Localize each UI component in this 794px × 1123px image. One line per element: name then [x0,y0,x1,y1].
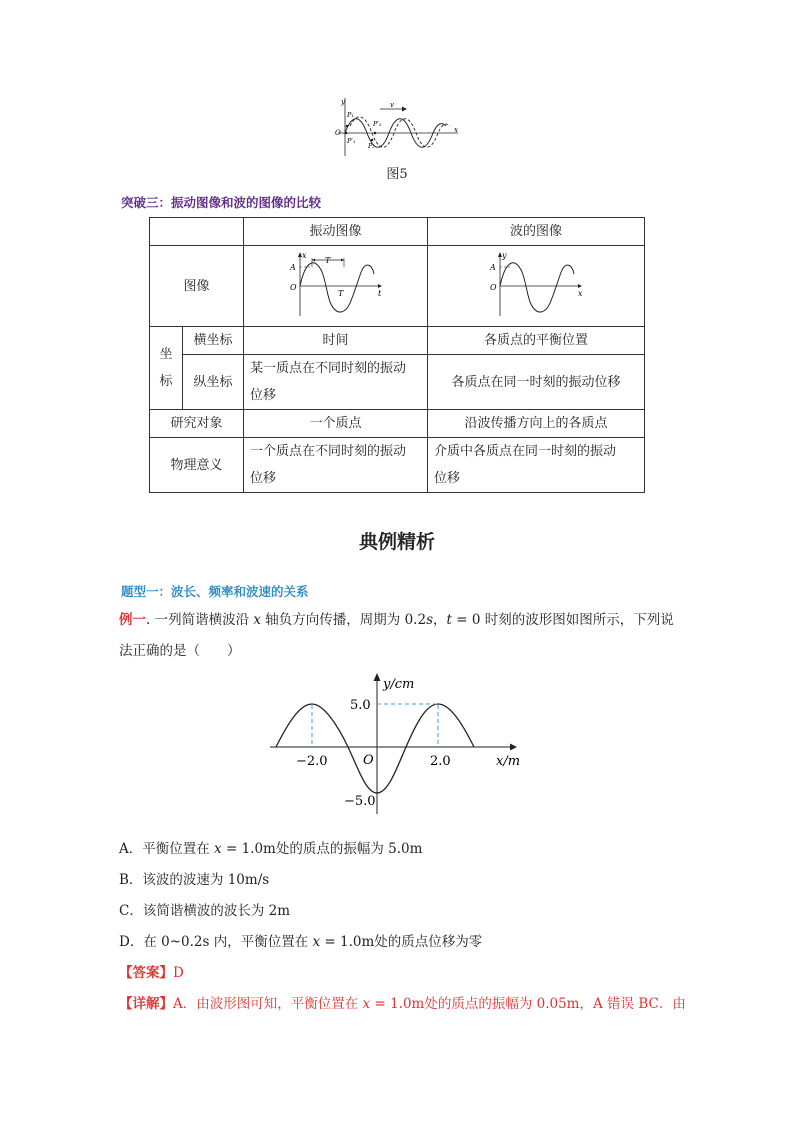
figure5-point-p1-prime [345,132,348,135]
vib-period-arrow-left [312,259,315,262]
vib-amplitude-label: A [289,263,296,272]
detail-text-a: A．由波形图可知，平衡位置在 [173,996,363,1012]
table-vertical-vibration [244,355,428,410]
table-label-horizontal: 横坐标 [183,327,244,355]
option-b [119,868,269,888]
answer-line [119,961,184,981]
detail-text-b: = 1.0m处的质点的振幅为 0.05m，A 错误 BC．由 [370,996,686,1012]
fig-origin: O [363,753,374,768]
figure5-caption: 图5 [386,167,408,182]
option-c [119,899,290,919]
fig-x-pos: 2.0 [430,754,451,769]
vib-period-arrow-right [341,259,344,262]
vib-t-arrow [378,284,382,288]
example-var-x: x [253,612,261,628]
answer-value: D [173,965,184,981]
table-header-wave: 波的图像 [428,218,645,246]
wave-amplitude-label: A [490,263,496,272]
option-a [119,837,422,857]
table-corner-cell [150,218,244,246]
table-cell-vibration-graph [244,246,428,327]
option-a-var: x [214,841,222,857]
vib-T-label: T [337,289,343,298]
section-title: 典例精析 [358,531,435,553]
table-horizontal-wave: 各质点的平衡位置 [428,327,645,355]
vertical-vibration-line2: 位移 [250,388,277,403]
vib-curve [300,263,374,312]
vib-x-label: x [301,251,307,260]
figure5-p2: P₂ [368,142,375,150]
option-d-post: = 1.0m处的质点位移为零 [320,934,483,950]
example-text-a: . 一列简谐横波沿 [146,612,254,628]
meaning-vibration-line2: 位移 [250,471,277,486]
table-object-vibration: 一个质点 [244,410,428,438]
figure5-point-p2-prime [374,132,377,135]
table-object-wave: 沿波传播方向上的各质点 [428,410,645,438]
detail-label: 【详解】 [119,996,173,1012]
table-label-coordinate [150,327,183,410]
fig-x-arrow [510,744,517,751]
coord-label-top: 坐 [159,347,173,362]
example-line-1 [119,608,674,628]
table-row-horizontal [150,327,645,355]
figure5-v-label: v [390,101,394,109]
figure5-p2-prime: P′₂ [373,120,382,128]
example-text-b: 轴负方向传播，周期为 0.2 [261,612,427,628]
fig-y-label: y/cm [383,677,415,692]
table-label-image: 图像 [150,246,244,327]
table-row-vertical [150,355,645,410]
figure5-y-label: y [341,98,345,106]
fig-x-neg: −2.0 [296,754,328,769]
wave-y-label: y [502,251,507,260]
meaning-vibration-line1: 一个质点在不同时刻的振动 [250,444,407,459]
answer-label: 【答案】 [119,965,173,981]
figure5-wave-diagram [330,96,464,158]
example-text-c: ， [433,612,447,628]
fig-x-label: x/m [496,754,521,769]
figure5-arrow-head [402,107,407,112]
table-label-vertical: 纵坐标 [183,355,244,410]
section3-heading: 突破三：振动图像和波的图像的比较 [121,195,322,210]
fig-y-pos: 5.0 [350,698,371,713]
question-type-heading: 题型一：波长、频率和波速的关系 [121,584,309,599]
example-wave-figure [264,668,528,816]
table-header-row [150,218,645,246]
option-d [119,930,482,950]
table-meaning-wave [428,438,645,493]
wave-graph-small [486,250,586,322]
figure5-p1: P₁ [347,111,354,119]
table-meaning-vibration [244,438,428,493]
table-label-meaning: 物理意义 [150,438,244,493]
wave-origin-label: O [490,283,497,292]
detail-var: x [362,996,371,1012]
detail-line [119,992,686,1012]
table-vertical-wave: 各质点在同一时刻的振动位移 [428,355,645,410]
wave-x-label: x [578,289,583,298]
vertical-vibration-line1: 某一质点在不同时刻的振动 [250,361,407,376]
figure5-p1-prime: P′₁ [347,137,356,145]
table-cell-wave-graph [428,246,645,327]
example-label: 例一 [119,612,146,628]
fig-wave-curve [276,704,474,793]
table-row-meaning [150,438,645,493]
table-row-image [150,246,645,327]
option-a-post: = 1.0m处的质点的振幅为 5.0m [221,841,423,857]
example-text-d: = 0 时刻的波形图如图所示，下列说 [451,612,674,628]
table-row-object [150,410,645,438]
meaning-wave-line1: 介质中各质点在同一时刻的振动 [434,444,617,459]
coord-label-bottom: 标 [159,374,173,389]
table-horizontal-vibration: 时间 [244,327,428,355]
example-var-t: t [446,612,452,628]
fig-y-neg: −5.0 [344,794,376,809]
option-d-pre: D．在 0~0.2s 内，平衡位置在 [119,934,313,950]
wave-curve [500,263,574,312]
figure5-point-p1 [346,125,349,128]
fig-y-arrow [374,673,381,681]
table-header-vibration: 振动图像 [244,218,428,246]
figure5-point-p2 [371,139,374,142]
option-b-pre: B．该波的波速为 10m/s [119,872,270,888]
vib-period-label: T [324,256,330,265]
comparison-table [149,217,645,493]
table-label-object: 研究对象 [150,410,244,438]
figure5-dashed-wave [350,117,450,147]
vib-t-label: t [377,289,381,298]
figure5-x-label: x [454,126,458,134]
option-a-pre: A．平衡位置在 [119,841,215,857]
example-line-2: 法正确的是（ ） [119,643,241,659]
option-c-pre: C．该简谐横波的波长为 2m [119,903,291,919]
vibration-graph [286,250,386,322]
wave-x-arrow [578,284,582,288]
vib-origin-label: O [289,283,297,292]
option-d-var: x [312,934,321,950]
figure5-origin: O [335,129,341,137]
meaning-wave-line2: 位移 [434,471,461,486]
example-var-s: s [426,612,433,628]
